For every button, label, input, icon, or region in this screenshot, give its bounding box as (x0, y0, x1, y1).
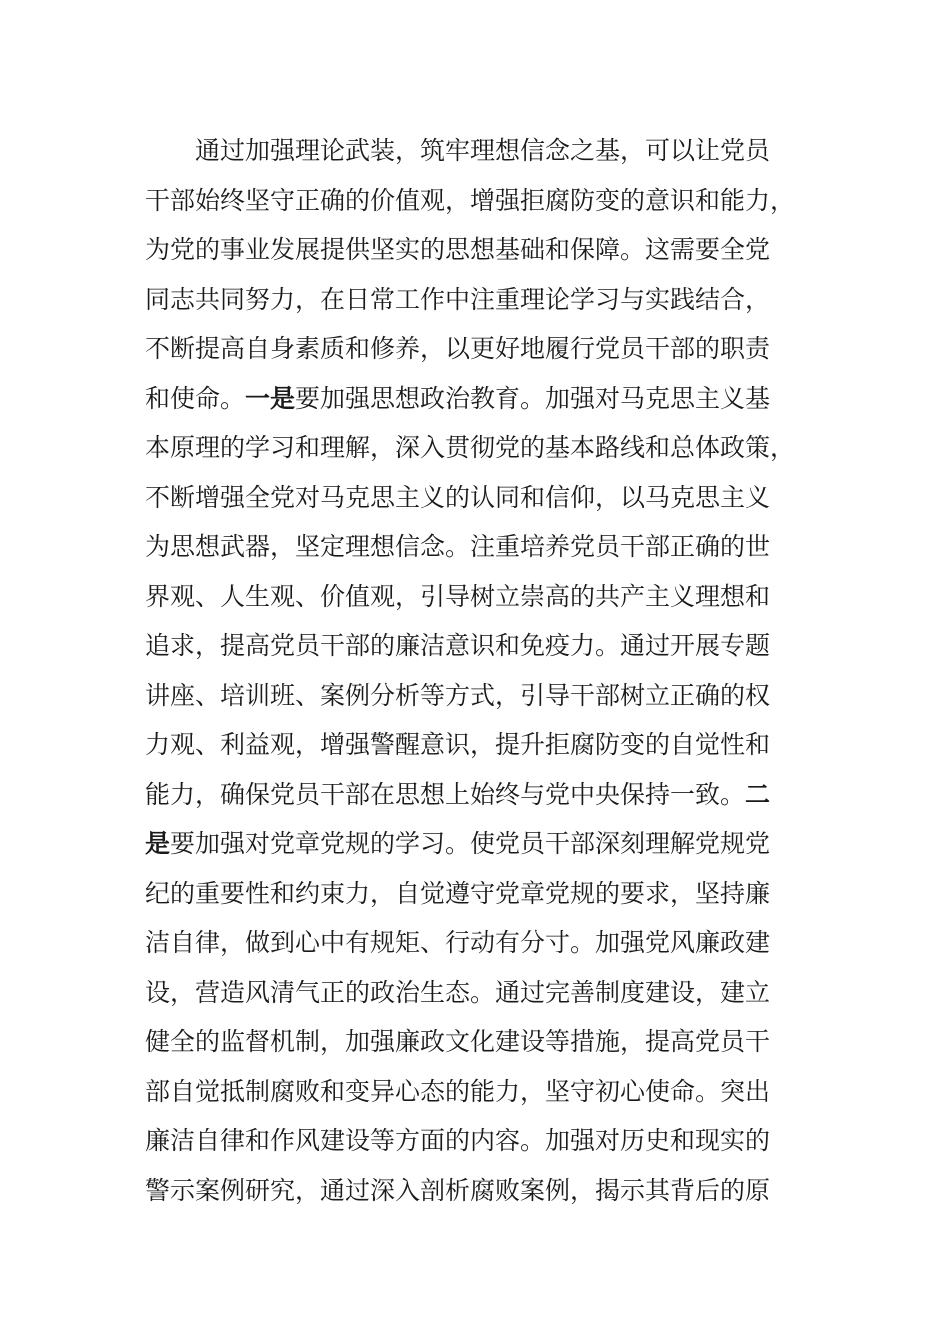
paragraph-line (145, 572, 810, 622)
text-run: 健全的监督机制，加强廉政文化建设等措施，提高党员干 (145, 1027, 771, 1056)
paragraph-line (145, 918, 810, 968)
text-run: 要加强对党章党规的学习。使党员干部深刻理解党规党 (170, 829, 771, 858)
text-run: 同志共同努力，在日常工作中注重理论学习与实践结合， (145, 284, 771, 314)
bold-marker-first: 一是 (245, 383, 296, 413)
text-run: 要加强思想政治教育。加强对马克思主义基 (295, 383, 771, 413)
body-paragraph (145, 126, 810, 1215)
paragraph-line (145, 176, 810, 226)
text-run: 廉洁自律和作风建设等方面的内容。加强对历史和现实的 (145, 1126, 771, 1155)
text-run: 为党的事业发展提供坚实的思想基础和保障。这需要全党 (145, 235, 771, 264)
text-run: 力观、利益观，增强警醒意识，提升拒腐防变的自觉性和 (145, 730, 771, 759)
paragraph-line (145, 819, 810, 869)
paragraph-line (145, 374, 810, 424)
paragraph-line (145, 621, 810, 671)
text-run: 纪的重要性和约束力，自觉遵守党章党规的要求，坚持廉 (145, 878, 771, 908)
paragraph-line (145, 720, 810, 770)
text-run: 能力，确保党员干部在思想上始终与党中央保持一致。 (145, 779, 746, 809)
paragraph-line (145, 1067, 810, 1117)
paragraph-line (145, 1017, 810, 1067)
paragraph-line (145, 126, 810, 176)
paragraph-line (145, 770, 810, 820)
text-run: 设，营造风清气正的政治生态。通过完善制度建设，建立 (145, 977, 771, 1007)
bold-marker-second-part2: 是 (145, 829, 171, 858)
paragraph-line (145, 1166, 810, 1216)
text-run: 界观、人生观、价值观，引导树立崇高的共产主义理想和 (145, 581, 771, 611)
paragraph-line (145, 324, 810, 374)
text-run: 洁自律，做到心中有规矩、行动有分寸。加强党风廉政建 (145, 928, 771, 957)
paragraph-line (145, 473, 810, 523)
text-run: 警示案例研究，通过深入剖析腐败案例，揭示其背后的原 (145, 1175, 771, 1205)
paragraph-line (145, 1116, 810, 1166)
text-run: 和使命。 (145, 383, 246, 413)
text-run: 为思想武器，坚定理想信念。注重培养党员干部正确的世 (145, 532, 771, 561)
paragraph-line (145, 671, 810, 721)
paragraph-line (145, 968, 810, 1018)
paragraph-line (145, 225, 810, 275)
text-run: 本原理的学习和理解，深入贯彻党的基本路线和总体政策， (145, 433, 796, 462)
paragraph-line (145, 275, 810, 325)
bold-marker-second-part1: 二 (745, 779, 771, 809)
text-run: 不断增强全党对马克思主义的认同和信仰，以马克思主义 (145, 482, 771, 512)
text-run: 通过加强理论武装，筑牢理想信念之基，可以让党员 (195, 136, 771, 165)
text-run: 部自觉抵制腐败和变异心态的能力，坚守初心使命。突出 (145, 1076, 771, 1106)
text-run: 不断提高自身素质和修养，以更好地履行党员干部的职责 (145, 334, 771, 363)
text-run: 干部始终坚守正确的价值观，增强拒腐防变的意识和能力， (145, 185, 796, 215)
text-run: 讲座、培训班、案例分析等方式，引导干部树立正确的权 (145, 680, 771, 710)
text-run: 追求，提高党员干部的廉洁意识和免疫力。通过开展专题 (145, 631, 771, 660)
paragraph-line (145, 522, 810, 572)
paragraph-line (145, 423, 810, 473)
paragraph-line (145, 869, 810, 919)
